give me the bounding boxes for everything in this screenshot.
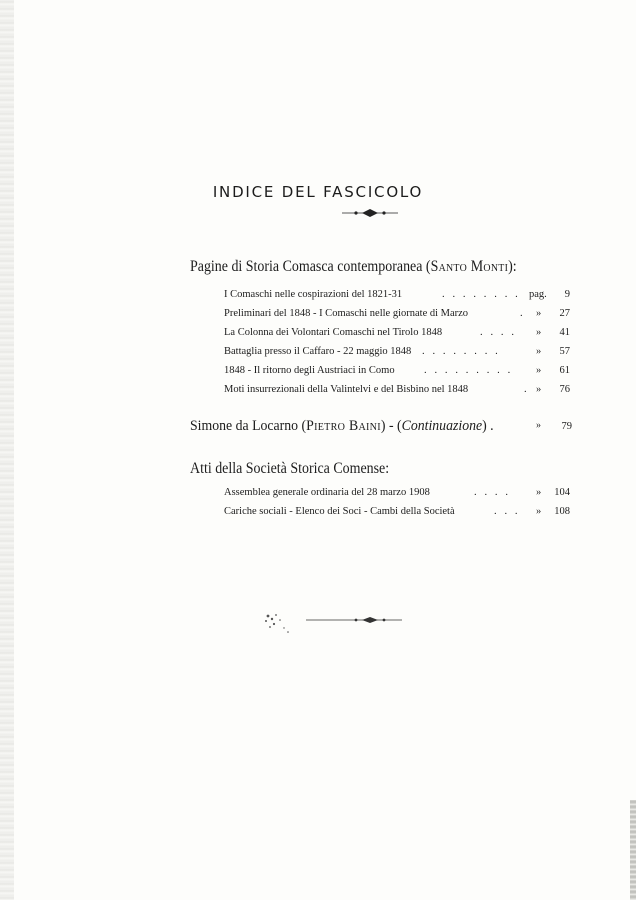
section-heading-simone-da-locarno: Simone da Locarno (Pietro Baini) - (Continuazione) . » 79 <box>190 418 572 434</box>
toc-entry: Cariche sociali - Elenco dei Soci - Cambi della Società . . . » 108 <box>224 506 570 517</box>
fleuron-divider <box>340 207 400 219</box>
toc-entry: Battaglia presso il Caffaro - 22 maggio 1848 . . . . . . . . » 57 <box>224 346 570 357</box>
section-heading-atti-societa: Atti della Società Storica Comense: <box>190 460 390 477</box>
toc-entry: Moti insurrezionali della Valintelvi e del Bisbino nel 1848 . » 76 <box>224 384 570 395</box>
toc-entry: Preliminari del 1848 - I Comaschi nelle giornate di Marzo . » 27 <box>224 308 570 319</box>
section-heading-storia-comasca: Pagine di Storia Comasca contemporanea (Santo Monti): <box>190 258 517 275</box>
scanned-page-edge-left <box>0 0 14 900</box>
author-name: Santo Monti <box>430 258 509 275</box>
index-title: INDICE DEL FASCICOLO <box>212 183 424 201</box>
toc-entry: La Colonna dei Volontari Comaschi nel Tirolo 1848 . . . . » 41 <box>224 327 570 338</box>
author-name: Pietro Baini <box>306 418 381 434</box>
closing-ornament <box>262 608 402 638</box>
scanned-page-edge-right <box>630 800 636 900</box>
toc-entry: I Comaschi nelle cospirazioni del 1821-31 . . . . . . . . pag. 9 <box>224 289 570 300</box>
toc-entry: Assemblea generale ordinaria del 28 marzo 1908 . . . . » 104 <box>224 487 570 498</box>
toc-entry: 1848 - Il ritorno degli Austriaci in Como . . . . . . . . . » 61 <box>224 365 570 376</box>
